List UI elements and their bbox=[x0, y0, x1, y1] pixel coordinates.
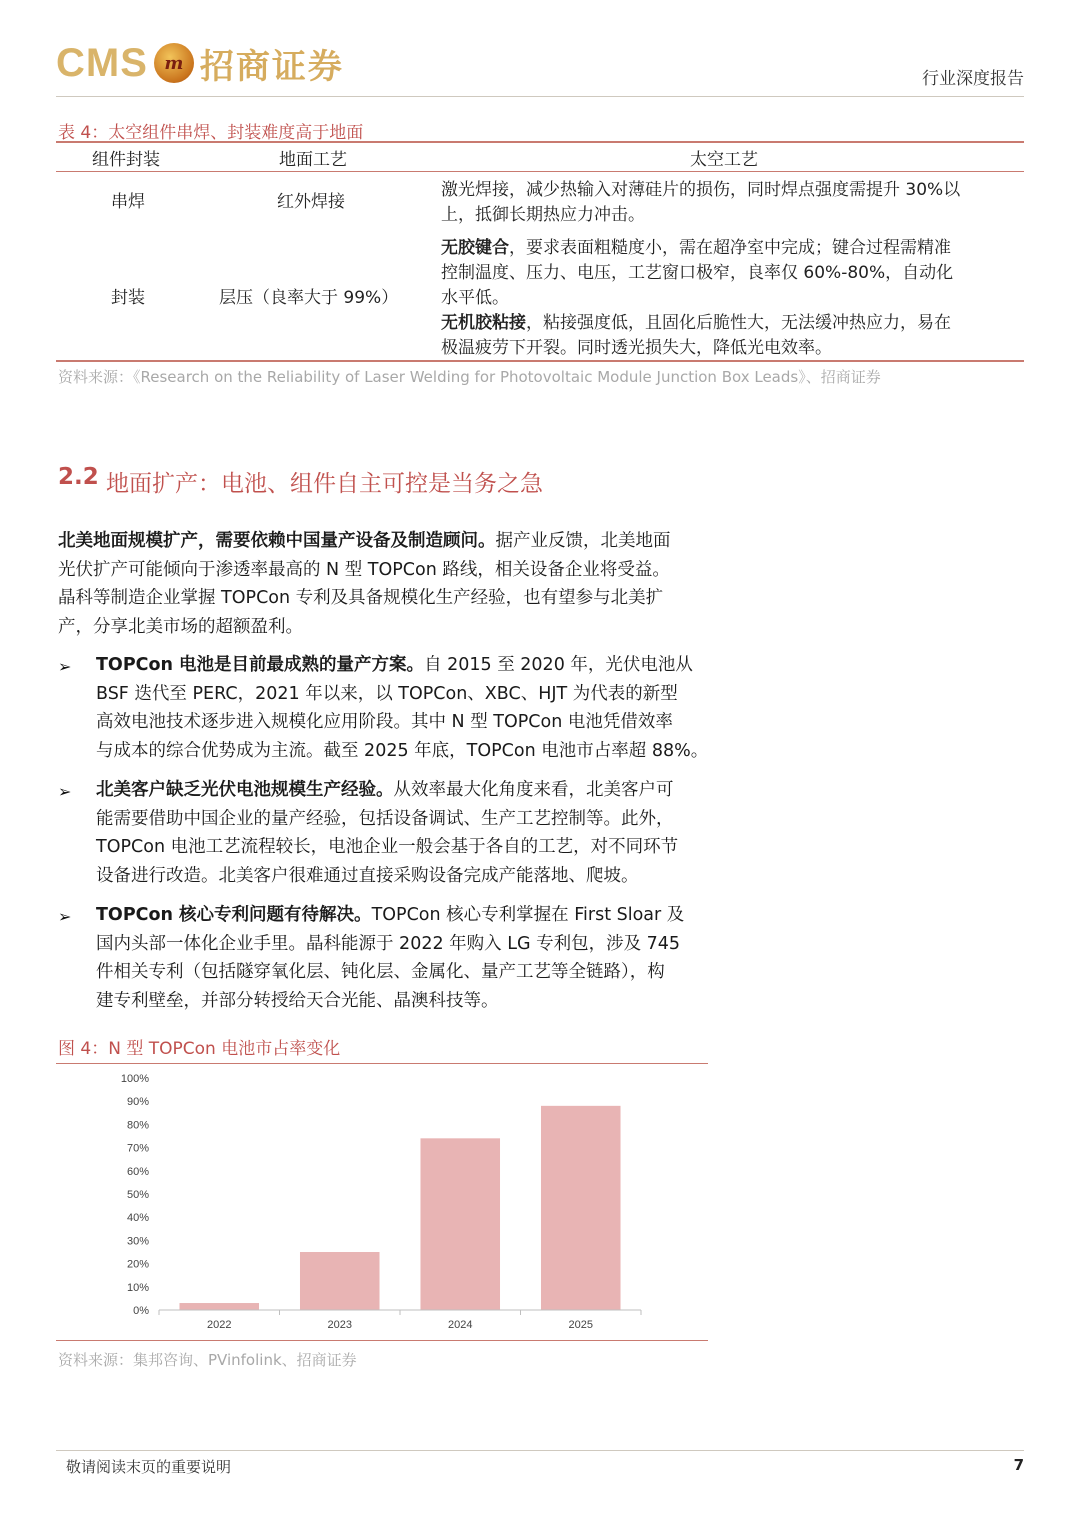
table-header-cell: 组件封装 bbox=[92, 150, 160, 170]
bar-2025 bbox=[541, 1106, 621, 1310]
line-rest: TOPCon 核心专利掌握在 First Sloar 及 bbox=[371, 905, 685, 925]
table-cell-process: 串焊 bbox=[111, 192, 145, 212]
table-cell-ground: 红外焊接 bbox=[277, 192, 345, 212]
y-tick-label: 70% bbox=[126, 1142, 149, 1155]
figure-bottom-rule bbox=[56, 1340, 708, 1341]
figure-source: 资料来源：集邦咨询、PVinfolink、招商证券 bbox=[58, 1351, 357, 1369]
intro-paragraph bbox=[58, 527, 720, 642]
x-tick-label: 2022 bbox=[207, 1319, 232, 1331]
para-line: 产，分享北美市场的超额盈利。 bbox=[58, 617, 303, 638]
page-number: 7 bbox=[1013, 1456, 1024, 1474]
line-rest: 自 2015 至 2020 年，光伏电池从 bbox=[424, 655, 693, 675]
para-line: 国内头部一体化企业手里。晶科能源于 2022 年购入 LG 专利包，涉及 745 bbox=[96, 933, 681, 954]
para-line bbox=[96, 776, 720, 805]
table-header-rule bbox=[56, 171, 1024, 172]
para-line: 件相关专利（包括隧穿氧化层、钝化层、金属化、量产工艺等全链路），构 bbox=[96, 962, 665, 983]
table-header-cell: 太空工艺 bbox=[690, 150, 758, 170]
y-tick-label: 30% bbox=[126, 1235, 149, 1248]
table-cell-space bbox=[441, 178, 1021, 228]
bar-2024 bbox=[420, 1138, 500, 1310]
bullet-paragraph bbox=[96, 901, 720, 1016]
bar-2023 bbox=[300, 1252, 380, 1310]
y-tick-label: 40% bbox=[126, 1212, 149, 1225]
table-cell-line: 极温疲劳下开裂。同时透光损失大，降低光电效率。 bbox=[441, 338, 832, 358]
cms-logo bbox=[56, 38, 344, 88]
para-line: 能需要借助中国企业的量产经验，包括设备调试、生产工艺控制等。此外， bbox=[96, 808, 674, 829]
header-divider bbox=[56, 96, 1024, 97]
table-cell-ground: 层压（良率大于 99%） bbox=[219, 288, 399, 308]
section-number: 2.2 bbox=[58, 464, 99, 490]
y-axis-ticks bbox=[121, 1073, 149, 1317]
x-tick-label: 2023 bbox=[327, 1319, 352, 1331]
y-tick-label: 0% bbox=[133, 1305, 149, 1317]
logo-cms-text: CMS bbox=[56, 40, 148, 85]
emphasis: 无胶键合 bbox=[441, 238, 509, 258]
footer-note: 敬请阅读末页的重要说明 bbox=[66, 1458, 232, 1476]
bullet-arrow-icon: ➢ bbox=[58, 782, 72, 801]
bar-series bbox=[179, 1106, 620, 1310]
table-cell-line: 激光焊接，减少热输入对薄硅片的损伤，同时焊点强度需提升 30%以 bbox=[441, 180, 961, 200]
table-cell-process: 封装 bbox=[111, 288, 145, 308]
x-axis-labels bbox=[159, 1310, 641, 1331]
bullet-arrow-icon: ➢ bbox=[58, 657, 72, 676]
y-tick-label: 80% bbox=[126, 1119, 149, 1132]
topcon-share-bar-chart bbox=[56, 1066, 708, 1336]
table-cell-line bbox=[441, 311, 1021, 336]
figure-caption: 图 4：N 型 TOPCon 电池市占率变化 bbox=[58, 1039, 341, 1059]
emphasis: 北美地面规模扩产，需要依赖中国量产设备及制造顾问。 bbox=[58, 531, 496, 551]
emphasis: 无机胶粘接 bbox=[441, 313, 526, 333]
table-source: 资料来源：《Research on the Reliability of Laser Welding for Photovoltaic Module Junction Box Leads》、招商证券 bbox=[58, 368, 881, 386]
report-type: 行业深度报告 bbox=[922, 69, 1024, 89]
line-rest: 据产业反馈，北美地面 bbox=[495, 531, 671, 551]
table-bottom-rule bbox=[56, 360, 1024, 362]
y-tick-label: 100% bbox=[120, 1073, 149, 1085]
emphasis: 北美客户缺乏光伏电池规模生产经验。 bbox=[96, 780, 394, 800]
para-line: 设备进行改造。北美客户很难通过直接采购设备完成产能落地、爬坡。 bbox=[96, 866, 639, 887]
y-tick-label: 20% bbox=[126, 1258, 149, 1271]
y-tick-label: 50% bbox=[126, 1189, 149, 1201]
para-line: TOPCon 电池工艺流程较长，电池企业一般会基于各自的工艺，对不同环节 bbox=[96, 837, 679, 858]
para-line: 与成本的综合优势成为主流。截至 2025 年底，TOPCon 电池市占率超 88%。 bbox=[96, 741, 709, 762]
table-caption: 表 4：太空组件串焊、封装难度高于地面 bbox=[58, 123, 364, 143]
y-tick-label: 60% bbox=[126, 1165, 149, 1178]
footer-divider bbox=[56, 1450, 1024, 1451]
table-cell-line: 上，抵御长期热应力冲击。 bbox=[441, 205, 645, 225]
y-tick-label: 10% bbox=[126, 1281, 149, 1294]
para-line: 高效电池技术逐步进入规模化应用阶段。其中 N 型 TOPCon 电池凭借效率 bbox=[96, 712, 673, 733]
emphasis: TOPCon 核心专利问题有待解决。 bbox=[96, 905, 372, 925]
para-line bbox=[96, 901, 720, 930]
table-header-cell: 地面工艺 bbox=[279, 150, 347, 170]
bar-2022 bbox=[179, 1303, 259, 1310]
y-tick-label: 90% bbox=[126, 1096, 149, 1109]
line-rest: ，粘接强度低，且固化后脆性大，无法缓冲热应力，易在 bbox=[526, 313, 951, 333]
table-cell-line: 水平低。 bbox=[441, 288, 509, 308]
x-tick-label: 2025 bbox=[568, 1319, 593, 1331]
table-cell-line: 控制温度、压力、电压，工艺窗口极窄，良率仅 60%-80%，自动化 bbox=[441, 263, 954, 283]
line-rest: 从效率最大化角度来看，北美客户可 bbox=[393, 780, 674, 800]
figure-top-rule bbox=[56, 1063, 708, 1064]
para-line bbox=[58, 527, 720, 556]
logo-badge-icon: m bbox=[154, 43, 194, 83]
section-title: 地面扩产：电池、组件自主可控是当务之急 bbox=[106, 471, 543, 497]
bullet-paragraph bbox=[96, 651, 720, 766]
line-rest: ，要求表面粗糙度小，需在超净室中完成；键合过程需精准 bbox=[509, 238, 951, 258]
logo-cn-text: 招商证券 bbox=[199, 46, 344, 87]
table-cell-line bbox=[441, 236, 1021, 261]
para-line: 光伏扩产可能倾向于渗透率最高的 N 型 TOPCon 路线，相关设备企业将受益。 bbox=[58, 559, 670, 580]
bullet-paragraph bbox=[96, 776, 720, 891]
x-tick-label: 2024 bbox=[448, 1319, 473, 1331]
table-top-rule bbox=[56, 141, 1024, 143]
para-line bbox=[96, 651, 720, 680]
emphasis: TOPCon 电池是目前最成熟的量产方案。 bbox=[96, 655, 425, 675]
para-line: 建专利壁垒，并部分转授给天合光能、晶澳科技等。 bbox=[96, 991, 499, 1012]
para-line: 晶科等制造企业掌握 TOPCon 专利及具备规模化生产经验，也有望参与北美扩 bbox=[58, 588, 664, 609]
bullet-arrow-icon: ➢ bbox=[58, 907, 72, 926]
para-line: BSF 迭代至 PERC，2021 年以来，以 TOPCon、XBC、HJT 为代表的新型 bbox=[96, 683, 678, 704]
table-cell-space bbox=[441, 236, 1021, 361]
